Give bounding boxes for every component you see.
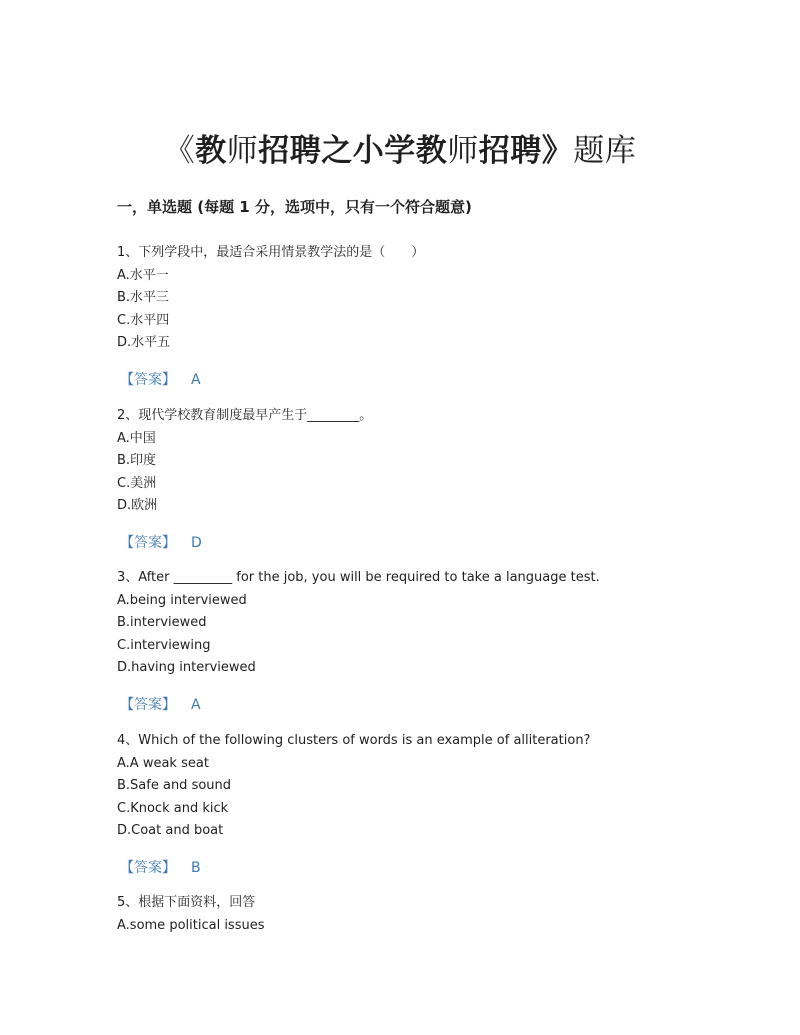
answer-row — [117, 369, 757, 391]
question-option: B.Safe and sound — [117, 778, 232, 793]
question-option: D.Coat and boat — [117, 823, 224, 838]
question-5 — [117, 892, 757, 937]
question-option: B.水平三 — [117, 290, 170, 305]
question-1 — [117, 242, 757, 391]
question-2 — [117, 405, 757, 554]
answer-value: A — [191, 696, 201, 713]
question-stem: 4、Which of the following clusters of words is an example of alliteration? — [117, 733, 591, 748]
question-option: A.水平一 — [117, 267, 169, 283]
page-title — [0, 129, 800, 173]
question-stem: 5、根据下面资料，回答 — [117, 895, 256, 910]
answer-value: A — [191, 371, 201, 388]
title-suffix: 题库 — [573, 132, 637, 169]
question-stem: 3、After _________ for the job, you will be required to take a language test. — [117, 570, 600, 585]
question-3 — [117, 567, 757, 716]
title-segment: 教 — [195, 132, 227, 169]
question-option: C.interviewing — [117, 637, 211, 653]
title-segment: 招聘之小学教 — [258, 132, 448, 169]
question-stem: 2、现代学校教育制度最早产生于________。 — [117, 408, 373, 423]
question-option: B.印度 — [117, 453, 157, 468]
question-option: A.some political issues — [117, 917, 265, 933]
answer-row — [117, 857, 757, 879]
answer-value: D — [191, 534, 202, 551]
question-option: C.Knock and kick — [117, 800, 229, 816]
answer-row — [117, 694, 757, 716]
title-segment: 师 — [447, 132, 479, 169]
question-4 — [117, 730, 757, 879]
question-option: D.欧洲 — [117, 498, 158, 513]
question-option: A.A weak seat — [117, 755, 209, 771]
question-option: C.美洲 — [117, 475, 157, 491]
answer-label: 【答案】 — [120, 371, 176, 388]
title-open-bracket: 《 — [163, 132, 196, 169]
answer-row — [117, 532, 757, 554]
question-option: D.having interviewed — [117, 660, 256, 675]
title-segment: 师 — [226, 132, 259, 169]
question-option: A.中国 — [117, 430, 156, 446]
question-stem: 1、下列学段中，最适合采用情景教学法的是（ ） — [117, 245, 425, 260]
answer-value: B — [191, 859, 201, 876]
title-segment: 招聘》 — [478, 132, 574, 169]
section-heading: 一，单选题 (每题 1 分，选项中，只有一个符合题意) — [117, 198, 472, 216]
answer-label: 【答案】 — [120, 859, 176, 876]
question-option: A.being interviewed — [117, 592, 247, 608]
answer-label: 【答案】 — [120, 534, 176, 551]
question-option: B.interviewed — [117, 615, 207, 630]
answer-label: 【答案】 — [120, 696, 176, 713]
question-option: C.水平四 — [117, 312, 170, 328]
question-option: D.水平五 — [117, 335, 171, 350]
